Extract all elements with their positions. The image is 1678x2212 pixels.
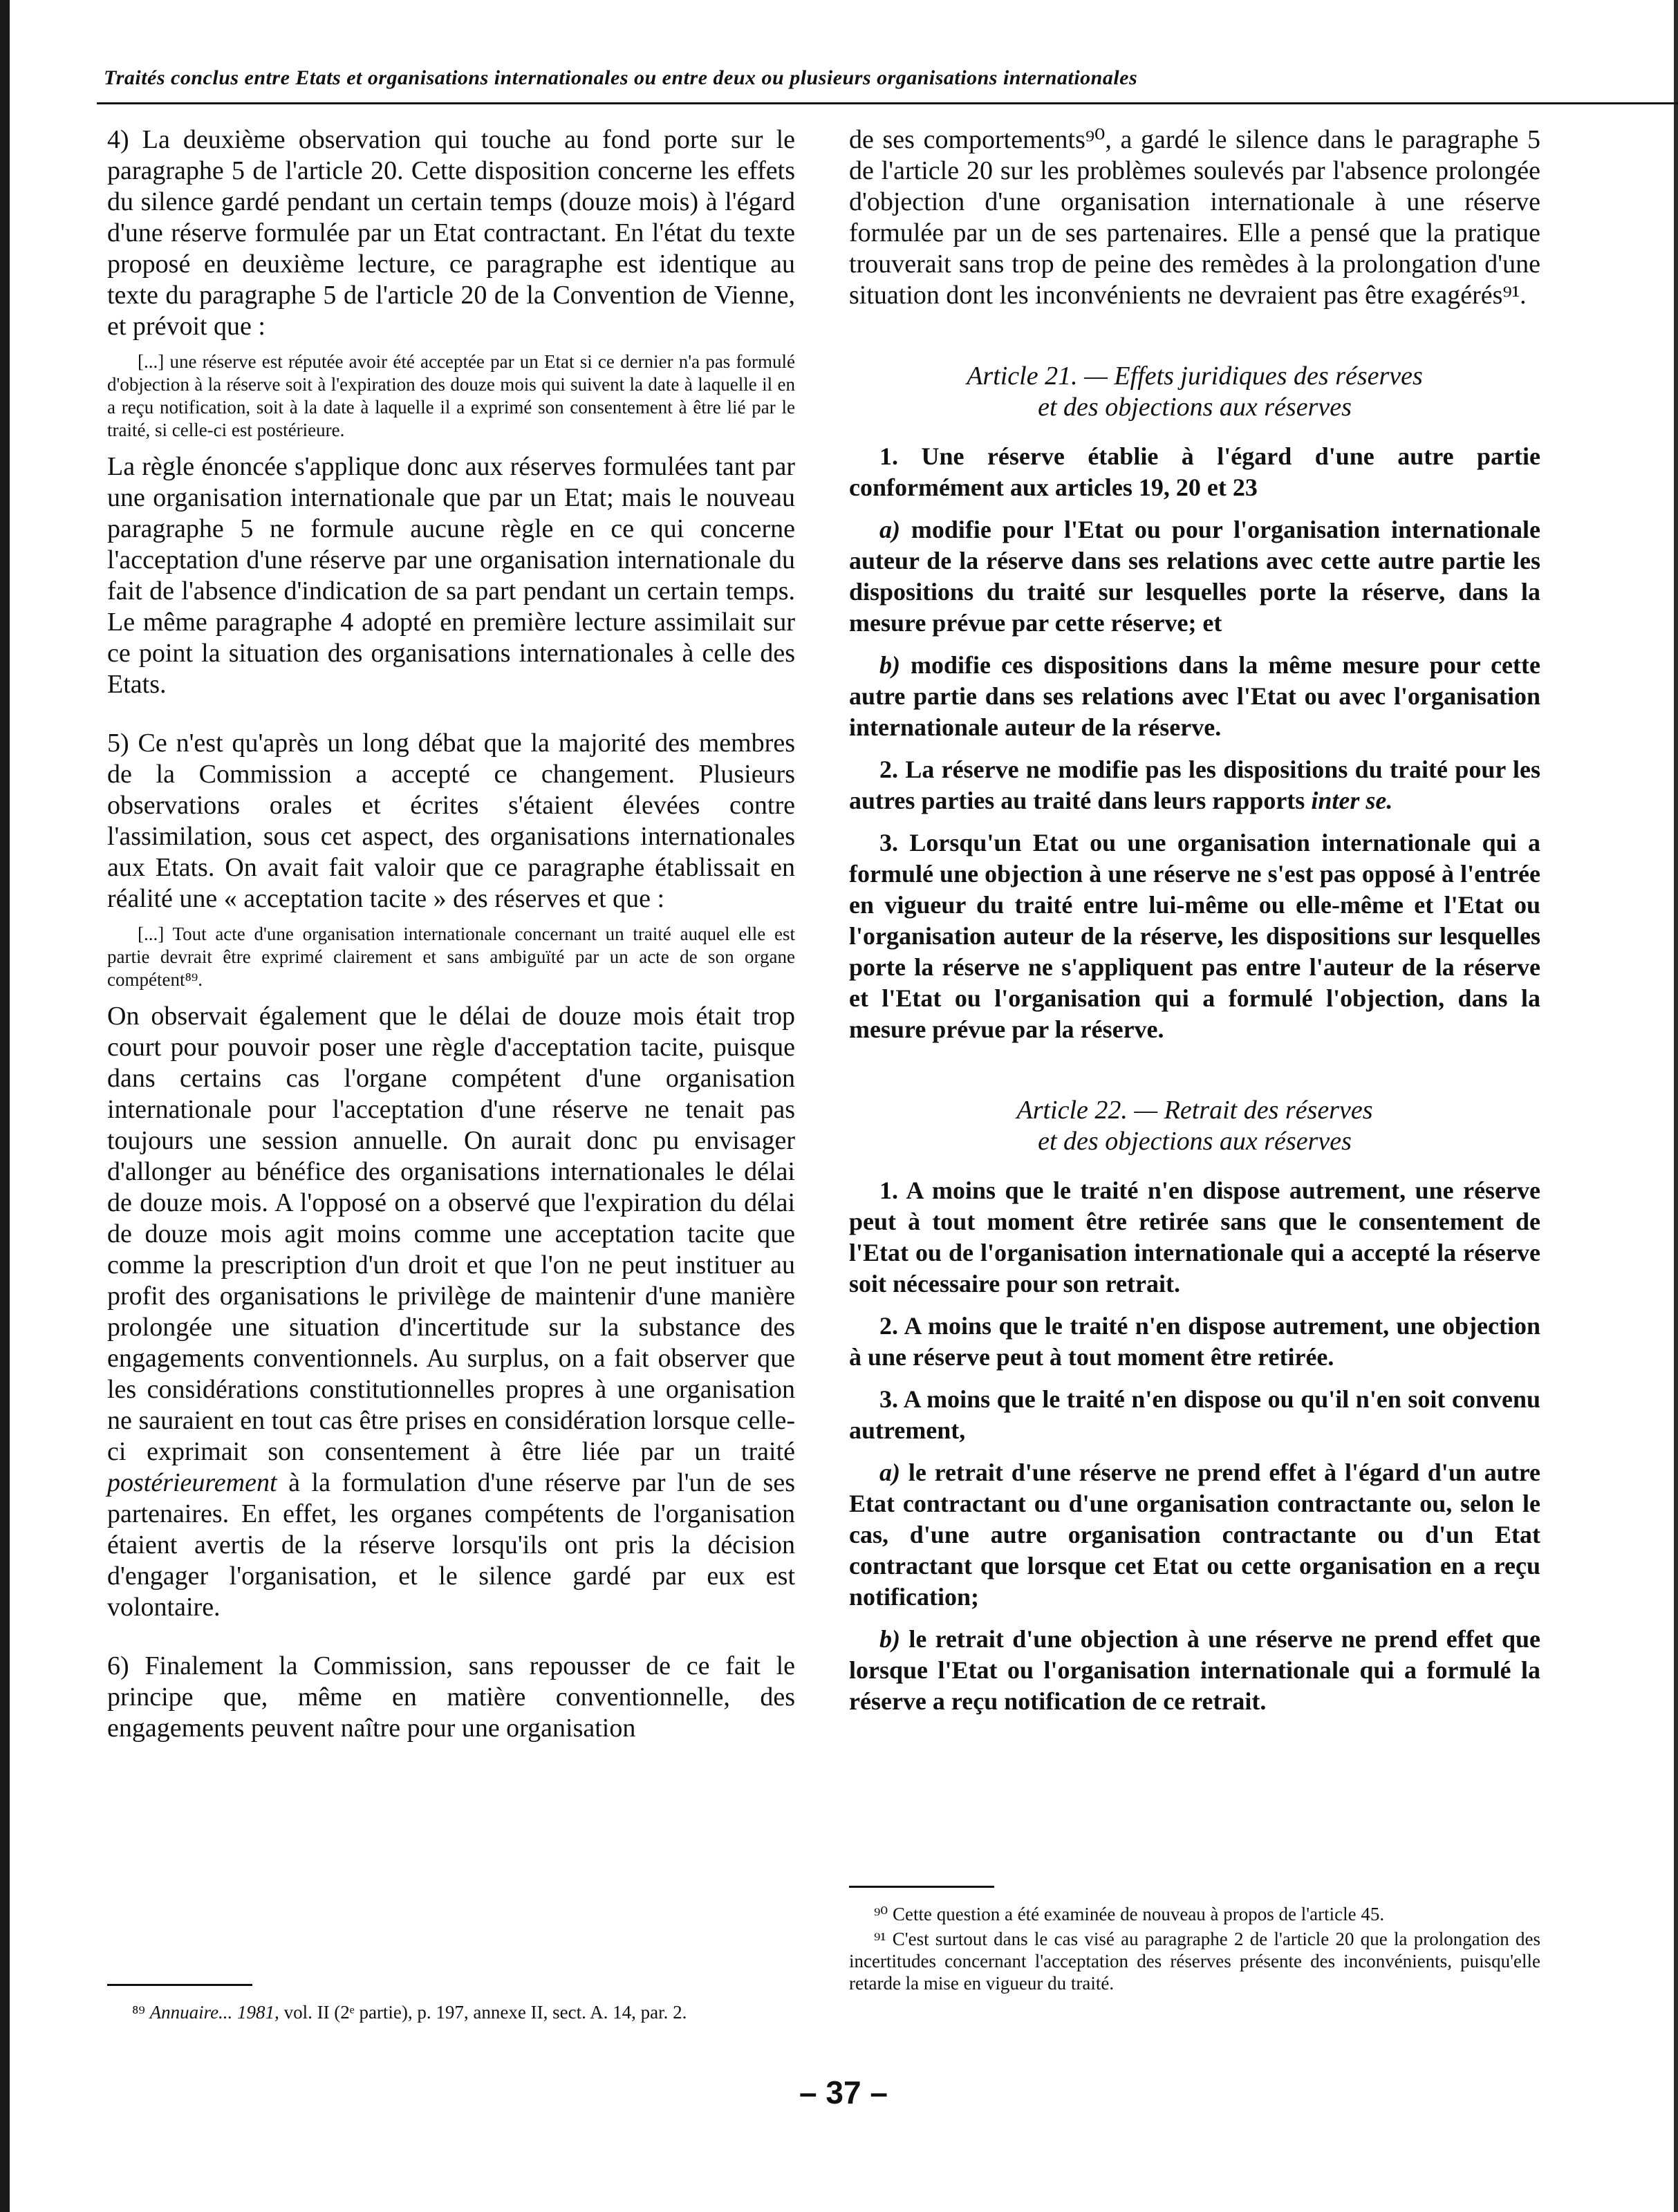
article-21-para-2-text: 2. La réserve ne modifie pas les dispositions du traité pour les autres parties au traité dans leurs rapports <box>849 756 1540 814</box>
scan-edge-left <box>0 0 10 2212</box>
running-header: Traités conclus entre Etats et organisations internationales ou entre deux ou plusieurs organisations internationales <box>104 66 1138 89</box>
emphasis-posterieurement: postérieurement <box>107 1468 277 1497</box>
article-22-para-2: 2. A moins que le traité n'en dispose autrement, une objection à une réserve peut à tout moment être retirée. <box>849 1312 1540 1371</box>
article-22-title-line-1: Article 22. — Retrait des réserves <box>1016 1096 1373 1125</box>
article-21-para-1: 1. Une réserve établie à l'égard d'une autre partie conformément aux articles 19, 20 et 23 <box>849 442 1540 501</box>
article-21-item-b-label: b) <box>879 651 900 679</box>
paragraph-4-continued: La règle énoncée s'applique donc aux réserves formulées tant par une organisation internationale que par un Etat; mais le nouveau paragraphe 5 ne formule aucune règle en ce qui concerne l'acceptation d'une réserve par une organisation internationale du fait de l'absence d'indication de sa part pendant un certain temps. Le même paragraphe 4 adopté en première lecture assimilait sur ce point la situation des organisations internationales à celle des Etats. <box>107 452 795 699</box>
article-21-item-b <box>849 650 1540 743</box>
article-22-item-b-text: le retrait d'une objection à une réserve ne prend effet que lorsque l'Etat ou l'organisation internationale qui a formulé la réserve a reçu notification de ce retrait. <box>849 1625 1541 1715</box>
right-column <box>849 124 1540 1728</box>
header-rule <box>97 102 1678 104</box>
paragraph-5: 5) Ce n'est qu'après un long débat que la majorité des membres de la Commission a accepté ce changement. Plusieurs observations orales et écrites s'étaient élevées contre l'assimilation, sous cet aspect, des organisations internationales aux Etats. On avait fait valoir que ce paragraphe établissait en réalité une « acceptation tacite » des réserves et que : <box>107 729 795 913</box>
article-21-item-b-text: modifie ces dispositions dans la même mesure pour cette autre partie dans ses relations avec l'Etat ou avec l'organisation internationale auteur de la réserve. <box>849 651 1540 741</box>
article-21-item-a-text: modifie pour l'Etat ou pour l'organisation internationale auteur de la réserve dans ses relations avec cette autre partie les dispositions du traité sur lesquelles porte la réserve, dans la mesure prévue par cette réserve; et <box>849 516 1541 637</box>
quotation-organe-competent: [...] Tout acte d'une organisation internationale concernant un traité auquel elle est partie devrait être exprimé clairement et sans ambiguïté par un acte de son organe compétent⁸⁹. <box>107 924 795 990</box>
article-22-item-a-label: a) <box>879 1459 900 1486</box>
article-21-title-line-2: et des objections aux réserves <box>1038 393 1352 422</box>
paragraph-5-text-end: à la formulation d'une réserve par l'un de ses partenaires. En effet, les organes compétents de l'organisation étaient avertis de la réserve lorsqu'ils ont pris la décision d'engager l'organisation, et le silence gardé par eux est volontaire. <box>107 1468 796 1622</box>
article-22-para-3: 3. A moins que le traité n'en dispose ou qu'il n'en soit convenu autrement, <box>849 1385 1540 1444</box>
footnotes-right <box>849 1886 1540 1994</box>
paragraph-5-text-start: On observait également que le délai de douze mois était trop court pour pouvoir poser une règle d'acceptation tacite, puisque dans certains cas l'organe compétent d'une organisation internationale pour l'acceptation d'une réserve ne tenait pas toujours une session annuelle. On aurait donc pu envisager d'allonger au bénéfice des organisations internationales le délai de douze mois. A l'opposé on a observé que l'expiration du délai de douze mois agit moins comme une acceptation tacite que comme la prescription d'un droit et que l'on ne peut instituer au profit des organisations le privilège de maintenir d'une manière prolongée une situation d'incertitude sur la substance des engagements conventionnels. Au surplus, on a fait observer que les considérations constitutionnelles propres à une organisation ne sauraient en tout cas être prises en considération lorsque celle-ci exprimait son consentement à être liée par un traité <box>107 1002 795 1466</box>
page-number: – 37 – <box>799 2074 888 2110</box>
article-21-item-a <box>849 514 1540 639</box>
left-column <box>107 124 795 1744</box>
article-22-title-line-2: et des objections aux réserves <box>1038 1127 1352 1156</box>
footnote-89-source: Annuaire... 1981, <box>149 2002 279 2023</box>
article-21-para-2 <box>849 754 1540 816</box>
emphasis-inter-se: inter se. <box>1311 787 1393 814</box>
article-22-item-b-label: b) <box>879 1625 900 1653</box>
quotation-article-20: [...] une réserve est réputée avoir été acceptée par un Etat si ce dernier n'a pas formulé d'objection à la réserve soit à l'expiration des douze mois qui suivent la date à laquelle il en a reçu notification, soit à la date à laquelle il a exprimé son consentement à être lié par le traité, si celle-ci est postérieure. <box>107 351 795 440</box>
footnotes-left <box>107 1984 795 2023</box>
paragraph-6: 6) Finalement la Commission, sans repousser de ce fait le principe que, même en matière conventionnelle, des engagements peuvent naître pour une organisation <box>107 1651 795 1743</box>
footnote-90: ⁹⁰ Cette question a été examinée de nouveau à propos de l'article 45. <box>874 1904 1385 1924</box>
footnote-89-text: vol. II (2ᵉ partie), p. 197, annexe II, sect. A. 14, par. 2. <box>283 2002 687 2023</box>
paragraph-5-continued <box>107 1001 795 1623</box>
footnote-89-mark: ⁸⁹ <box>132 2002 145 2023</box>
article-21-item-a-label: a) <box>879 516 900 543</box>
article-21-title <box>849 361 1540 423</box>
footnote-rule <box>849 1886 994 1888</box>
article-22-item-a-text: le retrait d'une réserve ne prend effet à l'égard d'un autre Etat contractant ou d'une organisation contractante ou, selon le cas, d'une autre organisation contractante ou d'un Etat contractant que lorsque cet Etat ou cette organisation en a reçu notification; <box>849 1459 1541 1611</box>
scan-edge-right <box>1674 0 1678 2212</box>
footnote-89 <box>107 2001 795 2023</box>
article-21-para-3: 3. Lorsqu'un Etat ou une organisation internationale qui a formulé une objection à une réserve ne s'est pas opposé à l'entrée en vigueur du traité entre lui-même ou elle-même et l'Etat ou l'organisation auteur de la réserve, les dispositions sur lesquelles porte la réserve ne s'appliquent pas entre l'auteur de la réserve et l'Etat ou l'organisation qui a formulé l'objection, dans la mesure prévue par la réserve. <box>849 829 1540 1043</box>
footnote-91: ⁹¹ C'est surtout dans le cas visé au paragraphe 2 de l'article 20 que la prolongation des incertitudes concernant l'acceptation des réserves présente des inconvénients, puisqu'elle retarde la mise en vigueur du traité. <box>849 1929 1540 1994</box>
article-22-item-b <box>849 1624 1540 1717</box>
paragraph-4: 4) La deuxième observation qui touche au fond porte sur le paragraphe 5 de l'article 20. Cette disposition concerne les effets du silence gardé pendant un certain temps (douze mois) à l'égard d'une réserve formulée par un Etat contractant. En l'état du texte proposé en deuxième lecture, ce paragraphe est identique au texte du paragraphe 5 de l'article 20 de la Convention de Vienne, et prévoit que : <box>107 125 795 341</box>
article-22-para-1: 1. A moins que le traité n'en dispose autrement, une réserve peut à tout moment être retirée sans que le consentement de l'Etat ou de l'organisation internationale qui a accepté la réserve soit nécessaire pour son retrait. <box>849 1177 1540 1297</box>
footnote-rule <box>107 1984 252 1986</box>
paragraph-6-continued: de ses comportements⁹⁰, a gardé le silence dans le paragraphe 5 de l'article 20 sur les problèmes soulevés par l'absence prolongée d'objection d'une organisation internationale à une réserve formulée par un de ses partenaires. Elle a pensé que la pratique trouverait sans trop de peine des remèdes à la prolongation d'une situation dont les inconvénients ne devraient pas être exagérés⁹¹. <box>849 125 1540 310</box>
article-22-item-a <box>849 1457 1540 1613</box>
article-21-title-line-1: Article 21. — Effets juridiques des réserves <box>967 362 1423 391</box>
article-22-title <box>849 1095 1540 1157</box>
